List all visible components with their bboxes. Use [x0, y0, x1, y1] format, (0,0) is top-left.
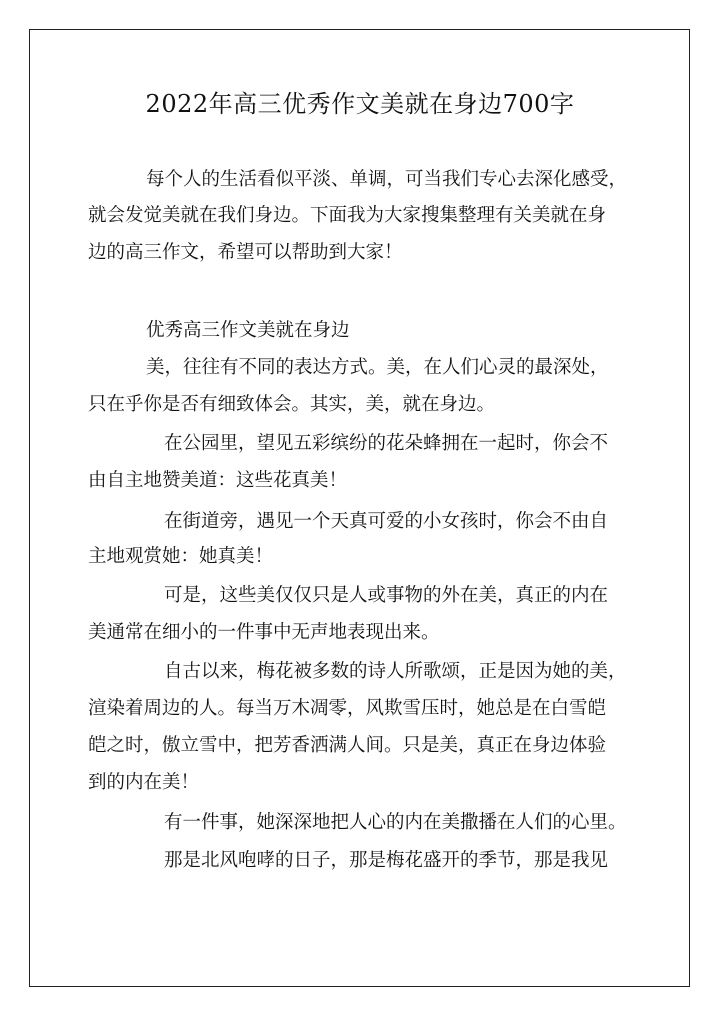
paragraph-line: 有一件事，她深深地把人心的内在美撒播在人们的心里。	[164, 812, 627, 833]
paragraph-line: 每个人的生活看似平淡、单调，可当我们专心去深化感受，	[146, 169, 628, 190]
paragraph-line: 那是北风咆哮的日子，那是梅花盛开的季节，那是我见	[164, 850, 609, 871]
paragraph-line: 可是，这些美仅仅只是人或事物的外在美，真正的内在	[164, 585, 609, 606]
document-title: 2022年高三优秀作文美就在身边700字	[145, 90, 575, 118]
paragraph-line: 在街道旁，遇见一个天真可爱的小女孩时，你会不由自	[164, 511, 609, 532]
paragraph-line: 由自主地赞美道：这些花真美！	[88, 470, 348, 491]
paragraph-line: 在公园里，望见五彩缤纷的花朵蜂拥在一起时，你会不	[164, 433, 609, 454]
paragraph-line: 到的内在美！	[88, 772, 200, 793]
paragraph-line: 边的高三作文，希望可以帮助到大家！	[88, 242, 403, 263]
paragraph-line: 皑之时，傲立雪中，把芳香洒满人间。只是美，真正在身边体验	[88, 735, 607, 756]
paragraph-line: 美，往往有不同的表达方式。美，在人们心灵的最深处，	[146, 357, 609, 378]
paragraph-line: 主地观赏她：她真美！	[88, 546, 274, 567]
section-heading: 优秀高三作文美就在身边	[146, 320, 350, 341]
paragraph-line: 只在乎你是否有细致体会。其实，美，就在身边。	[88, 394, 496, 415]
paragraph-line: 美通常在细小的一件事中无声地表现出来。	[88, 622, 440, 643]
paragraph-line: 就会发觉美就在我们身边。下面我为大家搜集整理有关美就在身	[88, 205, 607, 226]
paragraph-line: 自古以来，梅花被多数的诗人所歌颂，正是因为她的美，	[164, 661, 627, 682]
paragraph-line: 渲染着周边的人。每当万木凋零，风欺雪压时，她总是在白雪皑	[88, 698, 607, 719]
